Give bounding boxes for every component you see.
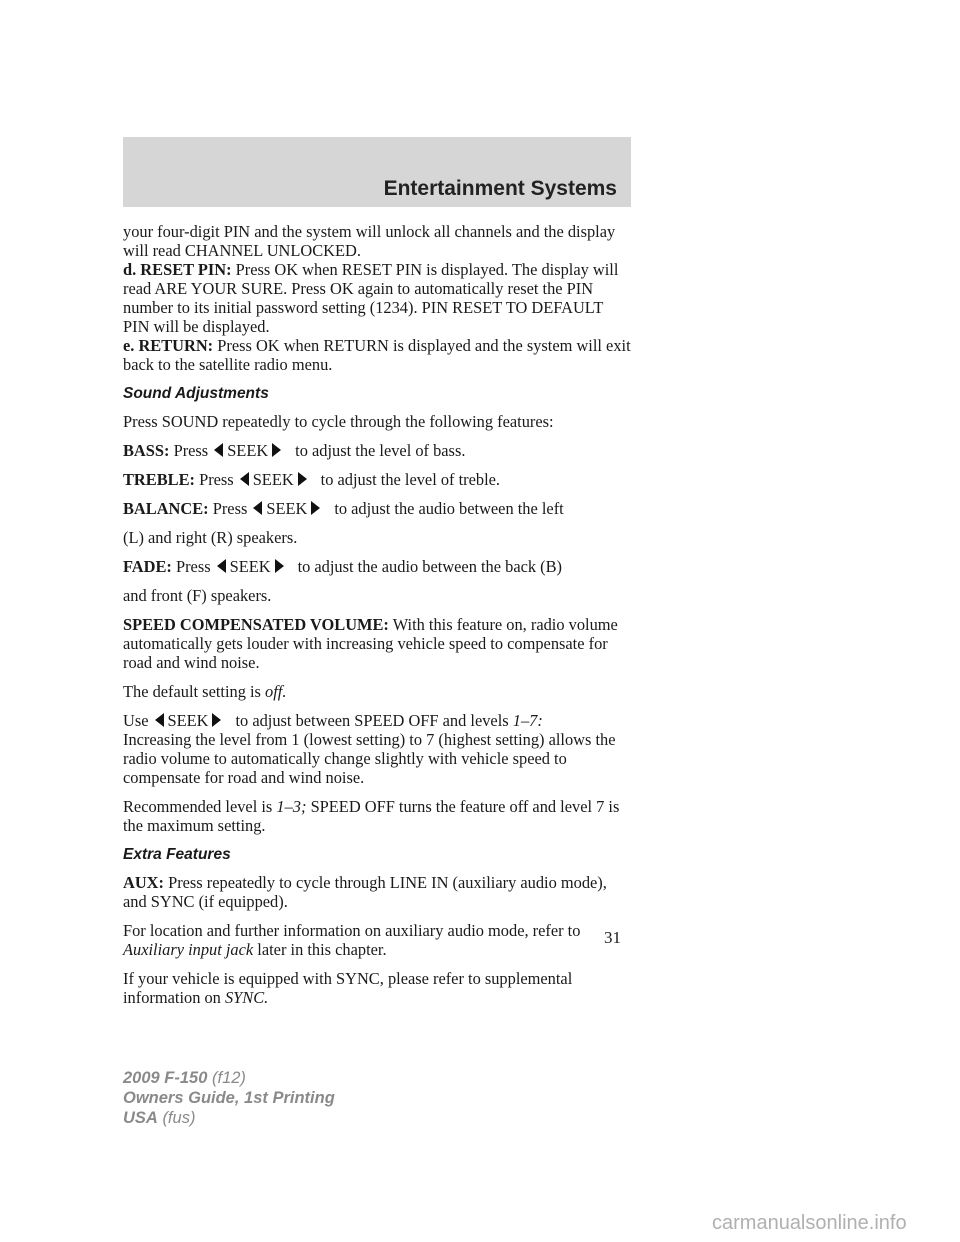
- bass-entry: [123, 441, 633, 460]
- extra-features-heading: Extra Features: [123, 846, 231, 863]
- fade-text: to adjust the audio between the back (B): [297, 557, 563, 576]
- location-ref: Auxiliary input jack: [123, 940, 254, 959]
- reset-pin-entry: [123, 260, 633, 336]
- recommended-value: 1–3;: [276, 797, 307, 816]
- aux-text: Press repeatedly to cycle through LINE IN (auxiliary audio mode), and SYNC (if equipped).: [123, 873, 607, 911]
- section-header-band: [123, 137, 631, 207]
- bass-label: BASS:: [123, 441, 170, 460]
- seek-left-icon: [217, 559, 226, 573]
- return-entry: [123, 336, 633, 374]
- return-label: e. RETURN:: [123, 336, 214, 355]
- recommended-text: SPEED OFF turns the feature off and level 7 is the maximum setting.: [123, 797, 620, 835]
- treble-entry: [123, 470, 633, 489]
- footer-model-line: [123, 1068, 335, 1088]
- scv-text: With this feature on, radio volume automatically gets louder with increasing vehicle speed to compensate for road and wind noise.: [123, 615, 618, 672]
- seek-right-icon: [212, 713, 221, 727]
- seek-word: SEEK: [227, 441, 269, 460]
- section-title: Entertainment Systems: [383, 177, 617, 200]
- footer-guide-line: [123, 1088, 335, 1108]
- watermark: carmanualsonline.info: [712, 1212, 907, 1234]
- location-text: For location and further information on auxiliary audio mode, refer to: [123, 921, 581, 940]
- use-levels: 1–7:: [512, 711, 543, 730]
- seek-right-icon: [272, 443, 281, 457]
- bass-text: to adjust the level of bass.: [295, 441, 466, 460]
- seek-left-icon: [155, 713, 164, 727]
- footer: [123, 1068, 335, 1128]
- seek-word: SEEK: [252, 470, 294, 489]
- footer-region-code: (fus): [162, 1109, 196, 1127]
- fade-label: FADE:: [123, 557, 172, 576]
- balance-entry: [123, 499, 633, 518]
- sync-ref: SYNC.: [224, 988, 269, 1007]
- footer-region-line: [123, 1108, 335, 1128]
- seek-left-icon: [253, 501, 262, 515]
- balance-text: to adjust the audio between the left: [334, 499, 564, 518]
- fade-text-continued: and front (F) speakers.: [123, 586, 272, 605]
- sync-info: [123, 969, 633, 1007]
- location-info: [123, 921, 633, 959]
- default-setting: [123, 682, 633, 701]
- location-suffix: later in this chapter.: [257, 940, 387, 959]
- seek-word: SEEK: [266, 499, 308, 518]
- seek-word: SEEK: [229, 557, 271, 576]
- seek-left-icon: [240, 472, 249, 486]
- treble-label: TREBLE:: [123, 470, 195, 489]
- press-word: Press: [199, 470, 234, 489]
- default-prefix: The default setting is: [123, 682, 261, 701]
- seek-left-icon: [214, 443, 223, 457]
- footer-model-code: (f12): [212, 1069, 246, 1087]
- speed-compensated-volume-entry: [123, 615, 633, 672]
- use-word: Use: [123, 711, 149, 730]
- use-text: to adjust between SPEED OFF and levels: [235, 711, 509, 730]
- aux-label: AUX:: [123, 873, 164, 892]
- balance-label: BALANCE:: [123, 499, 209, 518]
- treble-text: to adjust the level of treble.: [320, 470, 501, 489]
- default-value: off.: [265, 682, 287, 701]
- increasing-level-text: Increasing the level from 1 (lowest setting) to 7 (highest setting) allows the radio volume to automatically change slightly with vehicle speed to compensate for road and wind noise.: [123, 730, 616, 787]
- recommended-level: [123, 797, 633, 835]
- press-word: Press: [175, 557, 211, 576]
- reset-pin-label: d. RESET PIN:: [123, 260, 232, 279]
- return-text: Press OK when RETURN is displayed and the system will exit back to the satellite radio menu.: [123, 336, 631, 374]
- sound-adjustments-heading: Sound Adjustments: [123, 385, 269, 402]
- page-content: [123, 222, 633, 1017]
- seek-word: SEEK: [167, 711, 209, 730]
- page-number: 31: [604, 928, 621, 947]
- balance-text-continued: (L) and right (R) speakers.: [123, 528, 298, 547]
- pin-unlock-text: your four-digit PIN and the system will unlock all channels and the display will read CHANNEL UNLOCKED.: [123, 222, 616, 260]
- recommended-prefix: Recommended level is: [123, 797, 273, 816]
- use-seek-entry: [123, 711, 633, 730]
- footer-guide: Owners Guide, 1st Printing: [123, 1089, 335, 1107]
- sound-intro: Press SOUND repeatedly to cycle through the following features:: [123, 412, 554, 431]
- press-word: Press: [212, 499, 248, 518]
- footer-region: USA: [123, 1109, 158, 1127]
- reset-pin-text: Press OK when RESET PIN is displayed. The display will read ARE YOUR SURE. Press OK again to automatically reset the PIN number to its initial password setting (1234). PIN RESET TO DEFAULT PIN will be displayed.: [123, 260, 619, 336]
- seek-right-icon: [298, 472, 307, 486]
- seek-right-icon: [311, 501, 320, 515]
- press-word: Press: [173, 441, 209, 460]
- aux-entry: [123, 873, 633, 911]
- footer-model: 2009 F-150: [123, 1069, 208, 1087]
- seek-right-icon: [275, 559, 284, 573]
- sync-text: If your vehicle is equipped with SYNC, please refer to supplemental information on: [123, 969, 573, 1007]
- scv-label: SPEED COMPENSATED VOLUME:: [123, 615, 389, 634]
- fade-entry: [123, 557, 633, 576]
